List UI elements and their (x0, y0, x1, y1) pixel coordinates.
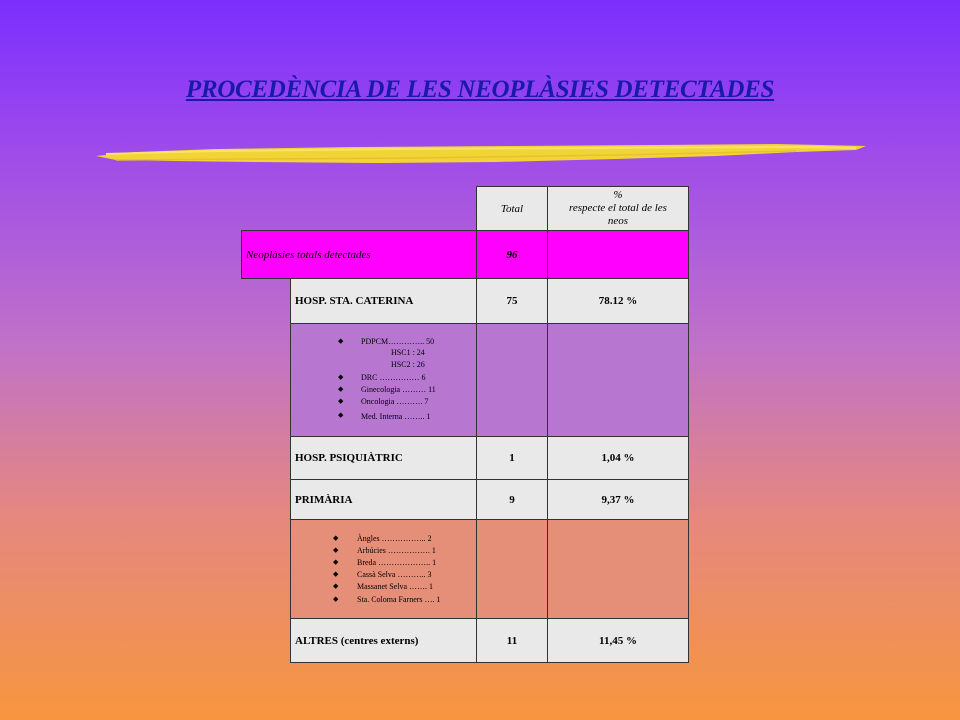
row-sta-caterina-pct: 78.12 % (547, 278, 689, 324)
bullet-icon: ◆ (338, 385, 344, 393)
detail-ginecologia: Ginecologia ……… 11 (361, 385, 436, 394)
primaria-detail-pct (547, 519, 689, 619)
row-psiquiatric-pct: 1,04 % (547, 436, 689, 480)
row-sta-caterina-label: HOSP. STA. CATERINA (290, 278, 477, 324)
detail-massanet: Massanet Selva ……. 1 (357, 582, 433, 591)
neos-total-pct (547, 230, 689, 279)
sta-caterina-detail (290, 323, 477, 437)
bullet-icon: ◆ (333, 582, 339, 590)
bullet-icon: ◆ (338, 373, 344, 381)
row-primaria-total: 9 (476, 479, 548, 520)
header-percentage: % respecte el total de les neos (547, 186, 689, 231)
page-title: PROCEDÈNCIA DE LES NEOPLÀSIES DETECTADES (185, 76, 775, 103)
row-primaria-label: PRIMÀRIA (290, 479, 477, 520)
sta-caterina-detail-pct (547, 323, 689, 437)
detail-pdpcm: PDPCM………….. 50 (361, 337, 435, 346)
neos-total-label: Neoplàsies totals detectades (241, 230, 477, 279)
primaria-detail (290, 519, 477, 619)
detail-hsc2: HSC2 : 26 (391, 360, 425, 369)
detail-drc: DRC …………… 6 (361, 373, 426, 382)
detail-cassa: Cassà Selva ……….. 3 (357, 570, 432, 579)
bullet-icon: ◆ (333, 570, 339, 578)
row-sta-caterina-total: 75 (476, 278, 548, 324)
bullet-icon: ◆ (338, 397, 344, 405)
bullet-icon: ◆ (333, 558, 339, 566)
row-altres-pct: 11,45 % (547, 618, 689, 663)
row-psiquiatric-total: 1 (476, 436, 548, 480)
row-altres-label: ALTRES (centres externs) (290, 618, 477, 663)
row-altres-total: 11 (476, 618, 548, 663)
detail-arbucies: Arbúcies ……………. 1 (357, 546, 436, 555)
bullet-icon: ◆ (338, 337, 344, 345)
primaria-detail-total (476, 519, 548, 619)
detail-angles: Àngles …………….. 2 (357, 534, 432, 543)
detail-med-interna: Med. Interna …….. 1 (361, 412, 431, 421)
bullet-icon: ◆ (338, 411, 344, 419)
header-total: Total (476, 186, 548, 231)
sta-caterina-detail-total (476, 323, 548, 437)
yellow-brush-stroke (96, 140, 866, 176)
detail-sta-coloma: Sta. Coloma Farners …. 1 (357, 595, 441, 604)
bullet-icon: ◆ (333, 546, 339, 554)
neos-total-value: 96 (476, 230, 548, 279)
detail-hsc1: HSC1 : 24 (391, 348, 425, 357)
row-psiquiatric-label: HOSP. PSIQUIÀTRIC (290, 436, 477, 480)
detail-breda: Breda ……………….. 1 (357, 558, 437, 567)
row-primaria-pct: 9,37 % (547, 479, 689, 520)
detail-oncologia: Oncologia ………. 7 (361, 397, 429, 406)
bullet-icon: ◆ (333, 595, 339, 603)
bullet-icon: ◆ (333, 534, 339, 542)
